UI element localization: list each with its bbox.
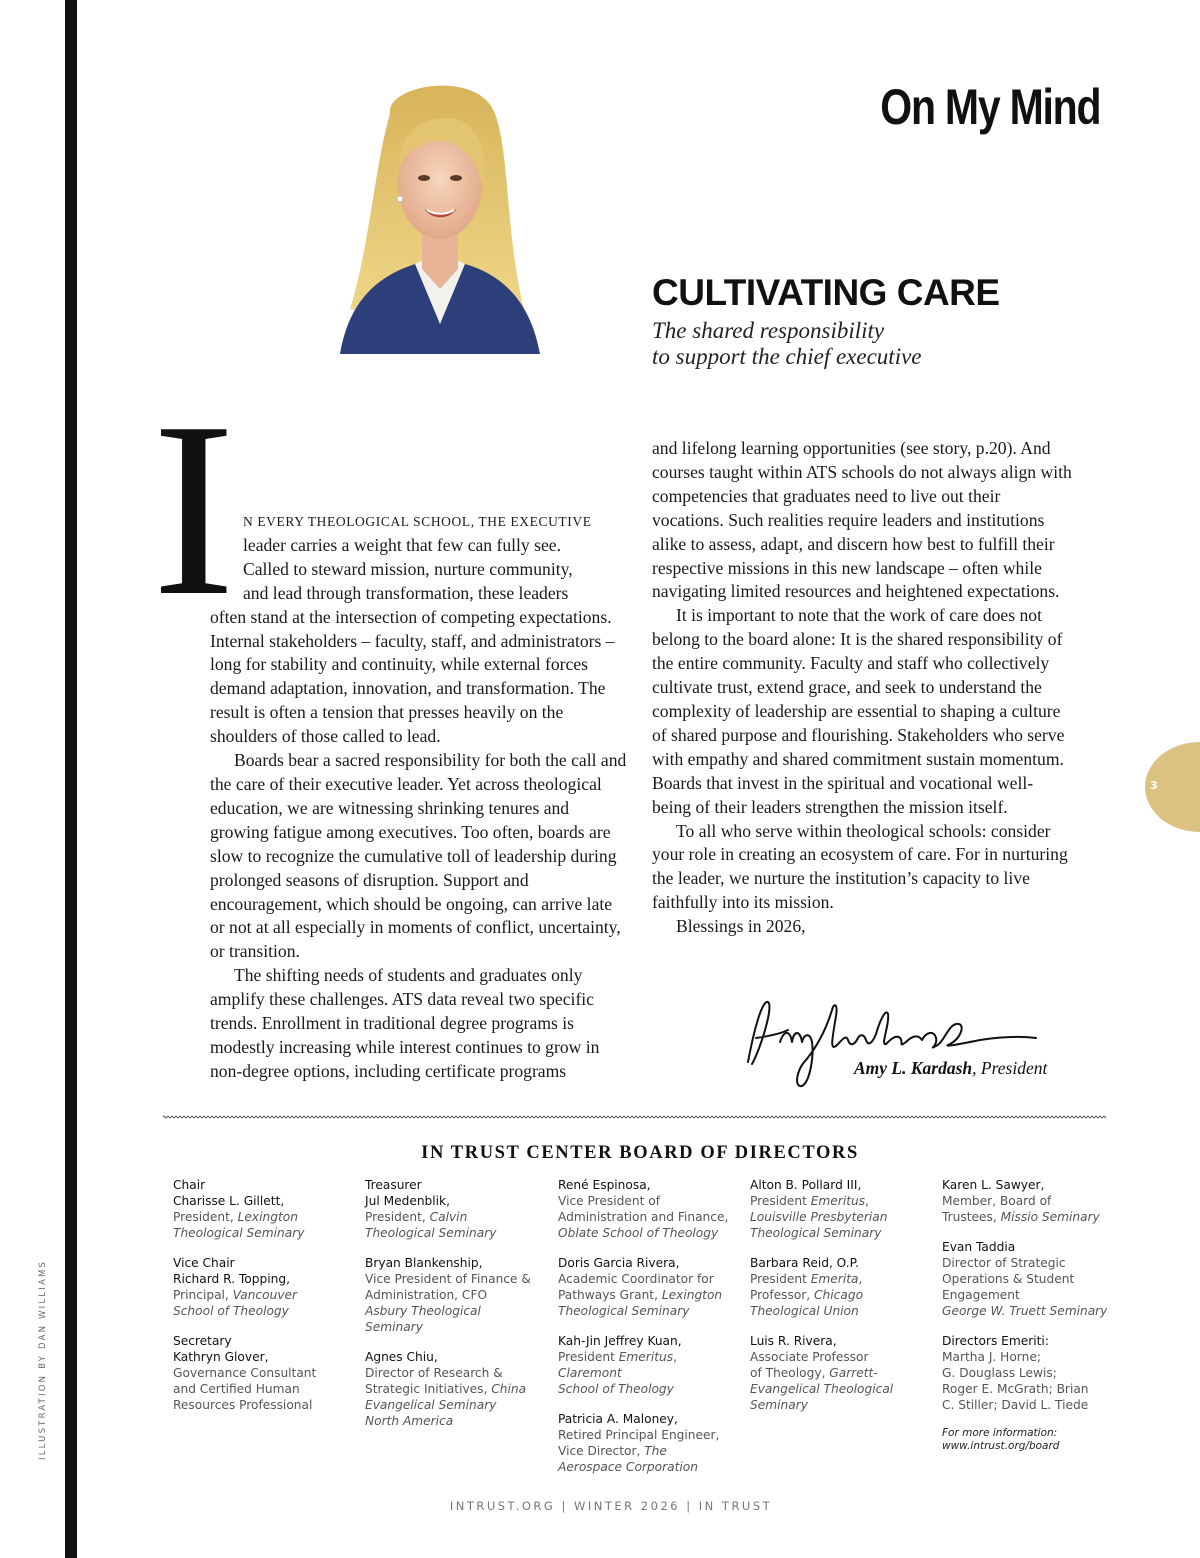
board-role: Vice Chair bbox=[173, 1256, 235, 1270]
board-member-name: Directors Emeriti: bbox=[942, 1334, 1049, 1348]
board-member-detail: Engagement bbox=[942, 1288, 1020, 1302]
wavy-divider bbox=[163, 1112, 1106, 1122]
article-subhead bbox=[652, 318, 1012, 370]
signer bbox=[854, 1058, 1047, 1079]
board-member bbox=[942, 1239, 1127, 1319]
board-member-detail: Theological Union bbox=[750, 1304, 859, 1318]
board-member-detail: Theological Seminary bbox=[365, 1226, 497, 1240]
board-member bbox=[173, 1177, 353, 1241]
board-member-detail: Roger E. McGrath; Brian bbox=[942, 1382, 1089, 1396]
article-column-2 bbox=[652, 437, 1072, 939]
board-member-detail: Director of Research & bbox=[365, 1366, 503, 1380]
board-member-detail: Vice President of Finance & bbox=[365, 1272, 531, 1286]
board-member-detail: Administration and Finance, bbox=[558, 1210, 729, 1224]
board-column bbox=[750, 1177, 930, 1427]
board-member-name: Barbara Reid, O.P. bbox=[750, 1256, 859, 1270]
board-member-detail: Trustees, Missio Seminary bbox=[942, 1210, 1100, 1224]
section-title: On My Mind bbox=[879, 79, 1100, 135]
board-member-detail: Administration, CFO bbox=[365, 1288, 488, 1302]
board-member-detail: Resources Professional bbox=[173, 1398, 313, 1412]
board-member-detail: Retired Principal Engineer, bbox=[558, 1428, 720, 1442]
board-member-detail: Professor, Chicago bbox=[750, 1288, 864, 1302]
board-member-detail: G. Douglass Lewis; bbox=[942, 1366, 1057, 1380]
board-member-detail: Theological Seminary bbox=[173, 1226, 305, 1240]
board-member-detail: Member, Board of bbox=[942, 1194, 1052, 1208]
paragraph: The shifting needs of students and graduates only amplify these challenges. ATS data reveal two specific trends. Enrollment in traditional degree programs is modestly increasing while interest continues to grow in non-degree options, including certificate programs bbox=[210, 965, 600, 1081]
lead-line: and lead through transformation, these leaders bbox=[243, 582, 569, 603]
board-member-name: Kah-Jin Jeffrey Kuan, bbox=[558, 1334, 682, 1348]
board-member bbox=[365, 1349, 550, 1429]
paragraph: It is important to note that the work of care does not belong to the board alone: It is the shared responsibility of the entire community. Faculty and staff who collectively cultivate trust, extend grace, and seek to understand the complexity of leadership are essential to shaping a culture of shared purpose and flourishing. Stakeholders who serve with empathy and shared commitment sustain momentum. Boards that invest in the spiritual and vocational well-being of their leaders strengthen the mission itself. bbox=[652, 605, 1065, 817]
subhead-line: to support the chief executive bbox=[652, 344, 922, 369]
board-title: IN TRUST CENTER BOARD OF DIRECTORS bbox=[421, 1143, 859, 1163]
board-member-detail: Vice Director, The bbox=[558, 1444, 667, 1458]
subhead-line: The shared responsibility bbox=[652, 318, 885, 343]
board-member-detail: President, Lexington bbox=[173, 1210, 298, 1224]
board-member-detail: and Certified Human bbox=[173, 1382, 300, 1396]
paragraph: and lifelong learning opportunities (see story, p.20). And courses taught within ATS schools do not always align with competencies that graduates need to live out their vocations. Such realities require leaders and institutions alike to assess, adapt, and discern how best to fulfill their respective missions in this new landscape – often while navigating limited resources and heightened expectations. bbox=[652, 438, 1072, 602]
board-member-name: Bryan Blankenship, bbox=[365, 1256, 483, 1270]
more-info bbox=[942, 1427, 1127, 1452]
board-member bbox=[173, 1255, 353, 1319]
board-member-name: Luis R. Rivera, bbox=[750, 1334, 837, 1348]
board-member-detail: Operations & Student bbox=[942, 1272, 1075, 1286]
board-member-detail: Asbury Theological bbox=[365, 1304, 481, 1318]
board-member-detail: President, Calvin bbox=[365, 1210, 468, 1224]
board-member-detail: School of Theology bbox=[558, 1382, 674, 1396]
board-column bbox=[173, 1177, 353, 1427]
board-member-name: Charisse L. Gillett, bbox=[173, 1194, 285, 1208]
board-member bbox=[750, 1177, 930, 1241]
article-column-1 bbox=[210, 509, 630, 1084]
board-member-name: Agnes Chiu, bbox=[365, 1350, 438, 1364]
board-member bbox=[558, 1333, 743, 1397]
portrait-illustration bbox=[330, 74, 550, 364]
signer-name: Amy L. Kardash bbox=[854, 1058, 973, 1078]
lead-smallcaps: N EVERY THEOLOGICAL SCHOOL, THE EXECUTIVE bbox=[243, 514, 592, 529]
lead-line bbox=[210, 509, 630, 534]
board-member bbox=[942, 1177, 1127, 1225]
lead-line: Called to steward mission, nurture community, bbox=[243, 558, 573, 579]
board-member-detail: President Emerita, bbox=[750, 1272, 863, 1286]
board-member-detail: Strategic Initiatives, China bbox=[365, 1382, 527, 1396]
board-member-detail: President Emeritus, bbox=[750, 1194, 869, 1208]
board-role: Chair bbox=[173, 1178, 206, 1192]
more-info-line: www.intrust.org/board bbox=[942, 1439, 1060, 1452]
board-member-name: Evan Taddia bbox=[942, 1240, 1016, 1254]
board-column bbox=[558, 1177, 743, 1489]
board-member-detail: Martha J. Horne; bbox=[942, 1350, 1041, 1364]
board-member bbox=[365, 1177, 550, 1241]
board-member bbox=[942, 1333, 1127, 1413]
illustration-credit: ILLUSTRATION BY DAN WILLIAMS bbox=[38, 1259, 48, 1460]
board-member-name: Jul Medenblik, bbox=[365, 1194, 450, 1208]
board-member-name: Kathryn Glover, bbox=[173, 1350, 269, 1364]
board-member-detail: Aerospace Corporation bbox=[558, 1460, 698, 1474]
page-number: 3 bbox=[1150, 779, 1158, 792]
board-member-detail: Evangelical Seminary bbox=[365, 1398, 497, 1412]
paragraph: often stand at the intersection of competing expectations. Internal stakeholders – faculty, staff, and administrators – long for stability and continuity, while external forces demand adaptation, innovation, and transformation. The result is often a tension that presses heavily on the shoulders of those called to lead. bbox=[210, 606, 615, 747]
board-role: Secretary bbox=[173, 1334, 232, 1348]
board-member-name: Alton B. Pollard III, bbox=[750, 1178, 862, 1192]
board-role: Treasurer bbox=[365, 1178, 422, 1192]
board-member-detail: School of Theology bbox=[173, 1304, 289, 1318]
board-member-detail: of Theology, Garrett- bbox=[750, 1366, 878, 1380]
board-column bbox=[365, 1177, 550, 1443]
board-member-detail: North America bbox=[365, 1414, 454, 1428]
more-info-line: For more information: bbox=[942, 1427, 1058, 1439]
board-member-detail: Louisville Presbyterian bbox=[750, 1210, 888, 1224]
board-member-detail: President Emeritus, bbox=[558, 1350, 677, 1364]
board-member-detail: Principal, Vancouver bbox=[173, 1288, 298, 1302]
board-member bbox=[173, 1333, 353, 1413]
board-member bbox=[558, 1255, 743, 1319]
board-member-detail: Academic Coordinator for bbox=[558, 1272, 714, 1286]
board-member-detail: Governance Consultant bbox=[173, 1366, 317, 1380]
board-member-detail: Oblate School of Theology bbox=[558, 1226, 719, 1240]
board-member-name: Patricia A. Maloney, bbox=[558, 1412, 678, 1426]
board-member bbox=[558, 1177, 743, 1241]
article-headline: CULTIVATING CARE bbox=[652, 272, 1000, 313]
page-footer: INTRUST.ORG | WINTER 2026 | IN TRUST bbox=[449, 1499, 773, 1513]
board-column bbox=[942, 1177, 1127, 1452]
board-member-name: Karen L. Sawyer, bbox=[942, 1178, 1045, 1192]
board-member-detail: Director of Strategic bbox=[942, 1256, 1066, 1270]
board-member-detail: Claremont bbox=[558, 1366, 622, 1380]
board-member-name: Richard R. Topping, bbox=[173, 1272, 290, 1286]
closing-line: Blessings in 2026, bbox=[676, 916, 806, 937]
board-member bbox=[750, 1333, 930, 1413]
board-member-detail: George W. Truett Seminary bbox=[942, 1304, 1108, 1318]
board-member-detail: C. Stiller; David L. Tiede bbox=[942, 1398, 1089, 1412]
board-member-detail: Evangelical Theological bbox=[750, 1382, 894, 1396]
signer-title: , President bbox=[972, 1058, 1048, 1078]
drop-cap: I bbox=[152, 371, 236, 648]
board-member-detail: Seminary bbox=[365, 1320, 423, 1334]
board-member-name: Doris Garcia Rivera, bbox=[558, 1256, 680, 1270]
board-member-detail: Theological Seminary bbox=[750, 1226, 882, 1240]
paragraph: To all who serve within theological schools: consider your role in creating an ecosystem of care. For in nurturing the leader, we nurture the institution’s capacity to live faithfully into its mission. bbox=[652, 820, 1068, 913]
board-member bbox=[365, 1255, 550, 1335]
board-member bbox=[750, 1255, 930, 1319]
board-member bbox=[558, 1411, 743, 1475]
board-member-detail: Vice President of bbox=[558, 1194, 660, 1208]
board-member-name: René Espinosa, bbox=[558, 1178, 651, 1192]
board-member-detail: Seminary bbox=[750, 1398, 808, 1412]
board-member-detail: Associate Professor bbox=[750, 1350, 869, 1364]
board-member-detail: Theological Seminary bbox=[558, 1304, 690, 1318]
board-member-detail: Pathways Grant, Lexington bbox=[558, 1288, 723, 1302]
paragraph: Boards bear a sacred responsibility for both the call and the care of their executive leader. Yet across theological education, we are witnessing shrinking tenures and growing fatigue among executives. Too often, boards are slow to recognize the cumulative toll of leadership during prolonged seasons of disruption. Support and encouragement, which should be ongoing, can arrive late or not at all especially in moments of conflict, uncertainty, or transition. bbox=[210, 750, 627, 962]
page-edge-bar bbox=[65, 0, 77, 1558]
lead-line: leader carries a weight that few can fully see. bbox=[243, 534, 561, 555]
